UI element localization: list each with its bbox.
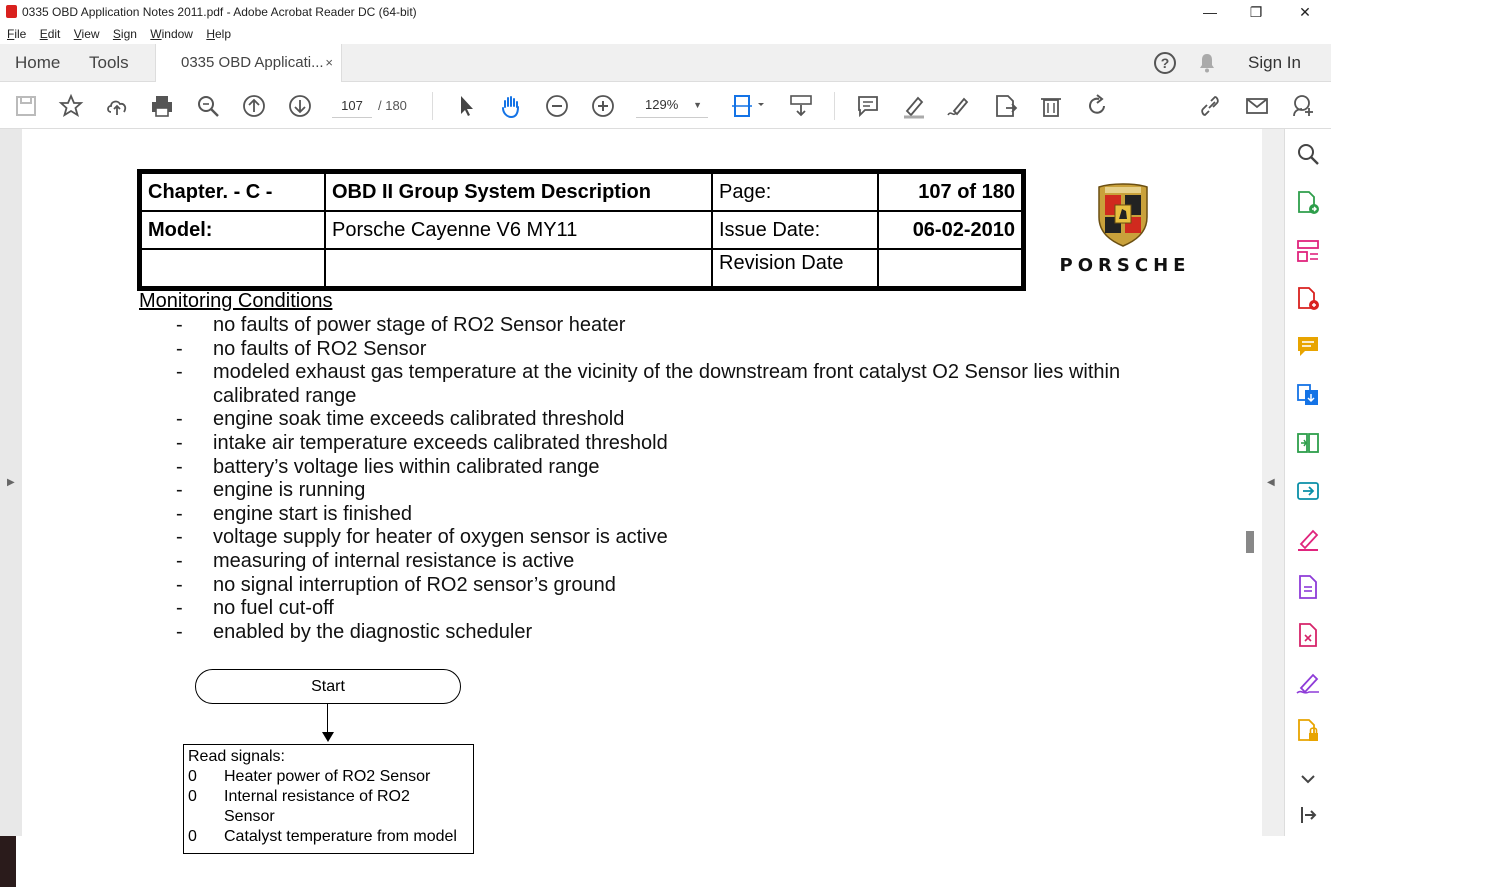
comment-icon[interactable] <box>855 93 881 119</box>
send-track-icon[interactable] <box>1295 478 1321 504</box>
tools-pane <box>1284 129 1331 836</box>
email-icon[interactable] <box>1244 93 1270 119</box>
protect-icon[interactable] <box>1295 718 1321 744</box>
flowchart-start: Start <box>195 669 461 704</box>
signal-text: Sensor <box>224 808 275 825</box>
left-panel-toggle[interactable] <box>0 129 22 836</box>
list-item: - engine is running <box>172 479 1172 503</box>
bookmark-star-icon[interactable] <box>58 93 84 119</box>
zoom-level-value: 129% <box>645 97 679 112</box>
signal-text: Heater power of RO2 Sensor <box>224 768 431 785</box>
list-item: - no faults of power stage of RO2 Sensor heater <box>172 314 1172 338</box>
expand-left-icon: ▶ <box>7 477 15 488</box>
export-pdf-icon[interactable] <box>1295 190 1321 216</box>
pdf-file-icon <box>6 5 17 18</box>
menu-edit[interactable]: Edit <box>39 27 61 41</box>
list-item: - enabled by the diagnostic scheduler <box>172 621 1172 645</box>
model-value-cell: Porsche Cayenne V6 MY11 <box>325 211 712 249</box>
prepare-form-icon[interactable] <box>1295 622 1321 648</box>
edit-share-icon[interactable] <box>992 93 1018 119</box>
fill-sign-icon[interactable] <box>1295 526 1321 552</box>
page-total: / 180 <box>378 98 407 113</box>
conditions-list <box>172 314 1172 644</box>
list-item-continuation: calibrated range <box>213 384 357 407</box>
help-icon[interactable]: ? <box>1154 52 1176 74</box>
restore-button[interactable]: ❐ <box>1249 4 1263 20</box>
menu-file[interactable]: File <box>7 27 27 41</box>
list-item: - no fuel cut-off <box>172 597 1172 621</box>
edit-pdf-icon[interactable] <box>1295 574 1321 600</box>
select-cursor-icon[interactable] <box>453 93 479 119</box>
tab-home[interactable]: Home <box>15 53 61 72</box>
arrow-down-icon <box>322 732 334 742</box>
zoom-out-icon[interactable] <box>544 93 570 119</box>
signal-row <box>188 767 469 787</box>
link-share-icon[interactable] <box>1198 93 1224 119</box>
section-title: Monitoring Conditions <box>139 290 333 312</box>
signal-bullet: 0 <box>188 788 197 805</box>
list-item: - modeled exhaust gas temperature at the vicinity of the downstream front catalyst O2 Sensor lies within <box>172 361 1172 385</box>
signal-row <box>188 827 469 847</box>
menu-sign[interactable]: Sign <box>112 27 137 41</box>
pdf-page <box>22 129 1262 845</box>
toolbar-divider <box>432 92 433 120</box>
list-item: - voltage supply for heater of oxygen sensor is active <box>172 526 1172 550</box>
print-icon[interactable] <box>149 93 175 119</box>
list-item: - intake air temperature exceeds calibrated threshold <box>172 432 1172 456</box>
signal-bullet: 0 <box>188 768 197 785</box>
list-item: - engine start is finished <box>172 503 1172 527</box>
menu-help[interactable]: Help <box>206 27 231 41</box>
search-zoom-icon[interactable] <box>1295 141 1321 167</box>
comment-tool-icon[interactable] <box>1295 334 1321 360</box>
title-bar <box>0 0 1331 24</box>
tab-bar <box>0 44 1331 82</box>
signal-text: Catalyst temperature from model <box>224 828 457 845</box>
revision-label-cell: Revision Date <box>712 249 878 287</box>
list-item: - measuring of internal resistance is active <box>172 550 1172 574</box>
porsche-logo <box>1039 181 1211 276</box>
window-title: 0335 OBD Application Notes 2011.pdf - Adobe Acrobat Reader DC (64-bit) <box>22 5 417 19</box>
scrollbar-thumb[interactable] <box>1246 531 1254 553</box>
close-tab-button[interactable]: × <box>325 55 333 70</box>
chapter-cell: Chapter. - C - <box>141 173 325 211</box>
tab-document-label: 0335 OBD Applicati... <box>181 54 324 71</box>
flowchart-read-signals <box>183 744 474 854</box>
menu-view[interactable]: View <box>73 27 100 41</box>
rotate-icon[interactable] <box>1084 93 1110 119</box>
tab-tools[interactable]: Tools <box>89 53 129 72</box>
previous-page-icon[interactable] <box>241 93 267 119</box>
document-header-table <box>137 169 1026 291</box>
signal-row <box>188 807 469 827</box>
add-user-icon[interactable] <box>1290 93 1316 119</box>
next-page-icon[interactable] <box>287 93 313 119</box>
read-signals-title: Read signals: <box>188 748 285 765</box>
chevron-down-icon: ▼ <box>693 100 702 110</box>
organize-pages-icon[interactable] <box>1295 238 1321 264</box>
save-icon[interactable] <box>13 93 39 119</box>
porsche-wordmark: PORSCHE <box>1059 255 1191 276</box>
close-window-button[interactable]: ✕ <box>1299 4 1311 20</box>
tab-document[interactable] <box>155 44 342 82</box>
taskbar-edge <box>0 836 16 887</box>
document-viewer[interactable] <box>0 129 1284 845</box>
collapse-pane-icon[interactable] <box>1295 802 1321 828</box>
list-item: - battery’s voltage lies within calibrated range <box>172 456 1172 480</box>
list-item: - no faults of RO2 Sensor <box>172 338 1172 362</box>
zoom-search-icon[interactable] <box>195 93 221 119</box>
empty-cell <box>325 249 712 287</box>
list-item: - engine soak time exceeds calibrated threshold <box>172 408 1172 432</box>
zoom-level-dropdown[interactable] <box>636 94 708 118</box>
menu-bar <box>0 24 1331 44</box>
right-panel-toggle[interactable] <box>1262 129 1284 836</box>
page-value-cell: 107 of 180 <box>878 173 1022 211</box>
draw-sign-icon[interactable] <box>946 93 972 119</box>
sign-in-button[interactable]: Sign In <box>1248 53 1301 72</box>
issue-label-cell: Issue Date: <box>712 211 878 249</box>
keyboard-scroll-icon[interactable] <box>788 93 814 119</box>
highlight-pen-icon[interactable] <box>901 93 927 119</box>
cloud-upload-icon[interactable] <box>104 93 130 119</box>
chevron-down-icon[interactable] <box>1295 766 1321 792</box>
collapse-right-icon: ◀ <box>1267 477 1275 488</box>
page-number-input[interactable] <box>332 94 372 118</box>
signal-text: Internal resistance of RO2 <box>224 788 410 805</box>
zoom-in-icon[interactable] <box>590 93 616 119</box>
page-label-cell: Page: <box>712 173 878 211</box>
system-cell: OBD II Group System Description <box>325 173 712 211</box>
toolbar <box>0 83 1331 129</box>
menu-window[interactable]: Window <box>150 27 193 41</box>
porsche-crest-icon <box>1097 181 1149 247</box>
create-pdf-icon[interactable] <box>1295 286 1321 312</box>
notification-bell-icon[interactable] <box>1198 53 1216 73</box>
empty-cell <box>878 249 1022 287</box>
minimize-button[interactable]: — <box>1203 4 1217 20</box>
toolbar-divider <box>834 92 835 120</box>
page-fit-icon[interactable] <box>730 93 770 119</box>
issue-value-cell: 06-02-2010 <box>878 211 1022 249</box>
model-label-cell: Model: <box>141 211 325 249</box>
request-signature-icon[interactable] <box>1295 670 1321 696</box>
hand-tool-icon[interactable] <box>498 93 524 119</box>
signal-row <box>188 787 469 807</box>
list-item: - no signal interruption of RO2 sensor’s ground <box>172 574 1172 598</box>
signal-bullet: 0 <box>188 828 197 845</box>
empty-cell <box>141 249 325 287</box>
combine-files-icon[interactable] <box>1295 382 1321 408</box>
trash-icon[interactable] <box>1038 93 1064 119</box>
compare-files-icon[interactable] <box>1295 430 1321 456</box>
